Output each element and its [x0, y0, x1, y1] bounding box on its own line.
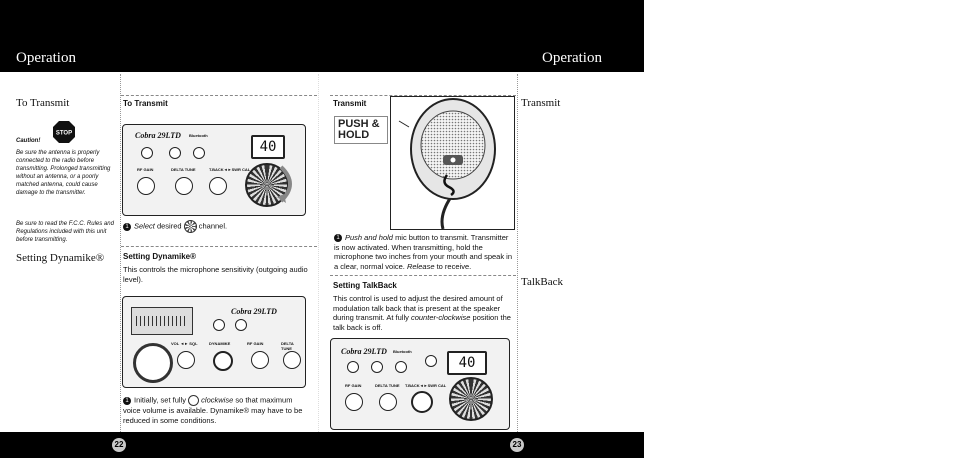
step-number: 1: [123, 397, 131, 405]
section-heading-to-transmit: To Transmit: [123, 99, 168, 108]
toggle-knob: [235, 319, 247, 331]
talkback-text-a: This control is used to adjust the desired amount of modulation talk back that is present at the speaker during transmit. At fully: [333, 294, 503, 322]
dynamike-description: This controls the microphone sensitivity (outgoing audio level).: [123, 265, 308, 284]
bottom-black-bar: [0, 432, 644, 458]
transmit-step-1: [334, 233, 514, 271]
microphone-illustration: [390, 96, 515, 230]
mic-jack: [133, 343, 173, 383]
toggle-knob: [169, 147, 181, 159]
section-rule-to-transmit: [121, 95, 317, 96]
talkback-description: [333, 294, 517, 332]
step-text-b: mic button to transmit. Transmitter is now activated. When transmitting, hold the microphone two inches from your mouth and speak in a clear, normal voice.: [334, 233, 513, 271]
signal-meter: [131, 307, 193, 335]
toggle-knob: [141, 147, 153, 159]
rf-gain-knob: [251, 351, 269, 369]
section-rule-talkback: [330, 275, 516, 276]
section-heading-transmit: Transmit: [333, 99, 367, 108]
bluetooth-label: Bluetooth: [393, 349, 412, 354]
step-text-c: so that maximum voice volume is available. Dynamike® may have to be reduced in some conditions.: [123, 395, 303, 425]
radio-brand: Cobra: [341, 347, 362, 356]
channel-display: 40: [447, 351, 487, 375]
step-number: 1: [334, 234, 342, 242]
step-number: 1: [123, 223, 131, 231]
section-rule-dynamike: [121, 246, 317, 247]
rotate-arrow-icon: [277, 165, 299, 203]
vol-sql-label: VOL ◄► SQL: [171, 341, 198, 346]
caution-text-1: Be sure the antenna is properly connected to the radio before transmitting. Prolonged transmitting without an antenna, or a poorly matched antenna, could cause damage to the transmitter.: [16, 150, 111, 196]
toggle-knob: [213, 319, 225, 331]
section-heading-talkback: Setting TalkBack: [333, 281, 397, 290]
stop-sign-icon: [52, 120, 76, 144]
right-page-title: Operation: [542, 50, 602, 66]
radio-faceplate-channel: [122, 124, 306, 216]
rf-gain-label: RF GAIN: [137, 167, 154, 172]
step-text-a: Push and hold: [345, 233, 393, 242]
caution-text-2: Be sure to read the F.C.C. Rules and Regulations included with this unit before transmitting.: [16, 221, 114, 243]
talkback-swr-label: T.BACK◄►SWR CAL: [405, 383, 447, 388]
toggle-knob: [425, 355, 437, 367]
dial-icon: [184, 220, 197, 233]
delta-tune-label: DELTA TUNE: [281, 341, 294, 351]
talkback-text-c: position the talk back is off.: [333, 313, 511, 332]
radio-model: 29LTD: [363, 347, 387, 356]
transmit-step-1: [123, 220, 227, 233]
step-verb: Select: [134, 221, 155, 231]
rf-gain-knob: [137, 177, 155, 195]
delta-tune-knob: [379, 393, 397, 411]
talkback-knob: [411, 391, 433, 413]
dynamike-label: DYNAMIKE: [209, 341, 231, 346]
delta-tune-label: DELTA TUNE: [171, 167, 196, 172]
section-heading-dynamike: Setting Dynamike®: [123, 252, 197, 261]
radio-model: 29LTD: [157, 131, 181, 140]
delta-tune-knob: [175, 177, 193, 195]
volume-knob: [177, 351, 195, 369]
push-and-hold-callout: PUSH & HOLD: [334, 116, 388, 144]
page-number-right: 23: [510, 438, 524, 452]
side-heading-transmit: Transmit: [521, 97, 561, 109]
side-heading-setting-dynamike: Setting Dynamike®: [16, 252, 105, 264]
talkback-text-b: counter-clockwise: [410, 313, 471, 322]
caution-label: Caution!: [16, 138, 41, 144]
bluetooth-label: Bluetooth: [189, 133, 208, 138]
talkback-swr-label: T.BACK◄►SWR CAL: [209, 167, 251, 172]
delta-tune-knob: [283, 351, 301, 369]
step-text-end: channel.: [198, 221, 228, 231]
step-text-b: clockwise: [201, 395, 234, 405]
radio-brand: Cobra: [135, 131, 156, 140]
step-text-d: to receive.: [436, 261, 472, 271]
dynamike-step-1: [123, 395, 305, 425]
radio-faceplate-dynamike: [122, 296, 306, 388]
clockwise-icon: [188, 395, 199, 406]
rf-gain-label: RF GAIN: [345, 383, 362, 388]
channel-display: 40: [251, 135, 285, 159]
left-page-title: Operation: [16, 50, 76, 66]
center-gutter: [318, 74, 319, 432]
radio-brand: Cobra: [231, 307, 252, 316]
right-column-divider: [517, 74, 518, 432]
delta-tune-label: DELTA TUNE: [375, 383, 400, 388]
step-text-c: Release: [406, 261, 435, 271]
stop-sign-text: STOP: [55, 130, 73, 137]
side-heading-to-transmit: To Transmit: [16, 97, 70, 109]
page-number-left: 22: [112, 438, 126, 452]
toggle-knob: [193, 147, 205, 159]
radio-faceplate-talkback: [330, 338, 510, 430]
dynamike-knob: [213, 351, 233, 371]
radio-model: 29LTD: [253, 307, 277, 316]
toggle-knob: [347, 361, 359, 373]
side-heading-talkback: TalkBack: [521, 276, 563, 288]
rf-gain-knob: [345, 393, 363, 411]
talkback-knob: [209, 177, 227, 195]
toggle-knob: [371, 361, 383, 373]
channel-selector-knob: [449, 377, 493, 421]
rf-gain-label: RF GAIN: [247, 341, 264, 346]
step-text: desired: [156, 221, 182, 231]
toggle-knob: [395, 361, 407, 373]
left-column-divider: [120, 74, 121, 432]
step-text-a: Initially, set fully: [134, 395, 186, 405]
